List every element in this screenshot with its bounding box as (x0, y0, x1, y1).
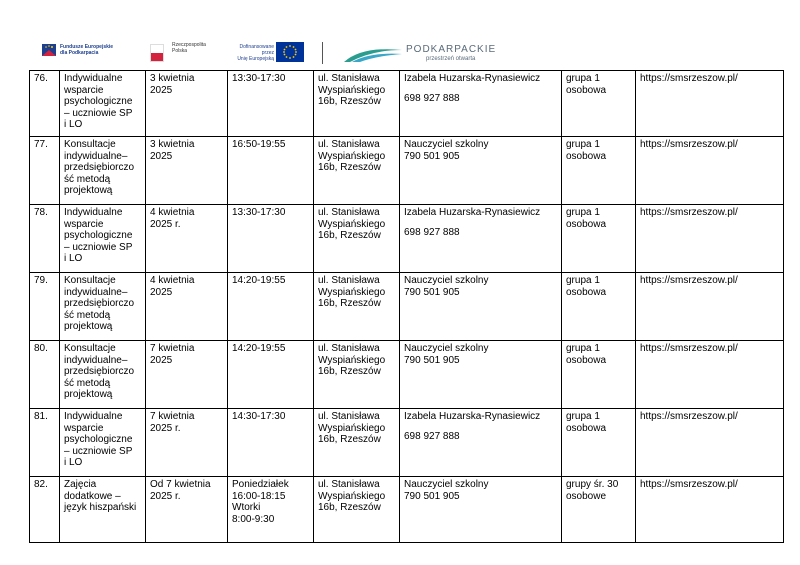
date-cell (146, 341, 228, 409)
fundusze-europejskie-logo-icon (40, 42, 58, 58)
row-number-cell (30, 205, 60, 273)
row-number-cell (30, 137, 60, 205)
region-slogan: przestrzeń otwarta (426, 56, 476, 62)
person-phone: 698 927 888 (404, 92, 460, 104)
place-cell (314, 409, 400, 477)
link-cell (636, 341, 784, 409)
time: Poniedziałek 16:00-18:15 Wtorki 8:00-9:30 (232, 479, 289, 525)
group-size: grupa 1 osobowa (566, 343, 607, 366)
person-name: Nauczyciel szkolny (404, 275, 489, 286)
activity-name-cell (60, 205, 146, 273)
time: 13:30-17:30 (232, 73, 286, 84)
place: ul. Stanisława Wyspiańskiego 16b, Rzeszów (318, 139, 386, 173)
place-cell (314, 137, 400, 205)
person-cell (400, 341, 562, 409)
person-name: Nauczyciel szkolny (404, 343, 489, 354)
eu-flag-icon (276, 42, 304, 62)
region-name: PODKARPACKIE (406, 44, 497, 55)
group-size: grupa 1 osobowa (566, 207, 607, 230)
table-row (30, 409, 784, 477)
time-cell (228, 477, 314, 543)
website-link[interactable]: https://smsrzeszow.pl/ (640, 411, 738, 422)
time: 14:30-17:30 (232, 411, 286, 422)
row-number: 82. (34, 479, 48, 490)
time: 13:30-17:30 (232, 207, 286, 218)
person-name: Nauczyciel szkolny (404, 479, 489, 490)
rzeczpospolita-polska-text: Rzeczpospolita Polska (172, 42, 206, 54)
logo-divider (322, 42, 323, 64)
date: Od 7 kwietnia 2025 r. (150, 479, 211, 502)
activity-name: Zajęcia dodatkowe – język hiszpański (64, 479, 137, 513)
date-cell (146, 137, 228, 205)
group-cell (562, 137, 636, 205)
website-link[interactable]: https://smsrzeszow.pl/ (640, 479, 738, 490)
poland-flag-icon (150, 44, 164, 62)
place: ul. Stanisława Wyspiańskiego 16b, Rzeszów (318, 73, 386, 107)
activity-name-cell (60, 71, 146, 137)
group-cell (562, 273, 636, 341)
website-link[interactable]: https://smsrzeszow.pl/ (640, 73, 738, 84)
link-cell (636, 273, 784, 341)
group-cell (562, 409, 636, 477)
table-row (30, 477, 784, 543)
table-row (30, 137, 784, 205)
activity-name: Konsultacje indywidualne– przedsiębiorczo ść metodą projektową (64, 275, 135, 332)
website-link[interactable]: https://smsrzeszow.pl/ (640, 207, 738, 218)
person-cell (400, 409, 562, 477)
date-cell (146, 205, 228, 273)
person-name: Izabela Huzarska-Rynasiewicz (404, 411, 541, 422)
activity-name-cell (60, 273, 146, 341)
date: 3 kwietnia 2025 (150, 139, 195, 162)
date-cell (146, 273, 228, 341)
time-cell (228, 71, 314, 137)
table-row (30, 341, 784, 409)
activity-name: Indywidualne wsparcie psychologiczne – uczniowie SP i LO (64, 207, 133, 264)
person-cell (400, 273, 562, 341)
place: ul. Stanisława Wyspiańskiego 16b, Rzeszów (318, 343, 386, 377)
activity-name: Indywidualne wsparcie psychologiczne – uczniowie SP i LO (64, 411, 133, 468)
group-cell (562, 341, 636, 409)
group-cell (562, 71, 636, 137)
activity-name: Konsultacje indywidualne– przedsiębiorczo ść metodą projektową (64, 139, 135, 196)
group-size: grupa 1 osobowa (566, 73, 607, 96)
date-cell (146, 409, 228, 477)
person-cell (400, 205, 562, 273)
row-number-cell (30, 273, 60, 341)
person-name: Izabela Huzarska-Rynasiewicz (404, 207, 541, 218)
schedule-table (29, 70, 784, 543)
group-cell (562, 477, 636, 543)
date-cell (146, 477, 228, 543)
table-row (30, 273, 784, 341)
date: 4 kwietnia 2025 (150, 275, 195, 298)
place: ul. Stanisława Wyspiańskiego 16b, Rzeszów (318, 479, 386, 513)
person-name: Nauczyciel szkolny (404, 139, 489, 150)
row-number-cell (30, 71, 60, 137)
row-number: 77. (34, 139, 48, 150)
row-number: 81. (34, 411, 48, 422)
date: 3 kwietnia 2025 (150, 73, 195, 96)
group-cell (562, 205, 636, 273)
place: ul. Stanisława Wyspiańskiego 16b, Rzeszów (318, 207, 386, 241)
place-cell (314, 273, 400, 341)
place-cell (314, 205, 400, 273)
time: 14:20-19:55 (232, 275, 286, 286)
person-phone: 790 501 905 (404, 490, 460, 502)
place: ul. Stanisława Wyspiańskiego 16b, Rzeszów (318, 275, 386, 309)
activity-name-cell (60, 137, 146, 205)
person-cell (400, 71, 562, 137)
person-name: Izabela Huzarska-Rynasiewicz (404, 73, 541, 84)
person-phone: 698 927 888 (404, 430, 460, 442)
activity-name-cell (60, 341, 146, 409)
place: ul. Stanisława Wyspiańskiego 16b, Rzeszów (318, 411, 386, 445)
date: 7 kwietnia 2025 r. (150, 411, 195, 434)
group-size: grupy śr. 30 osobowe (566, 479, 619, 502)
person-cell (400, 477, 562, 543)
time-cell (228, 273, 314, 341)
row-number-cell (30, 477, 60, 543)
person-phone: 790 501 905 (404, 150, 460, 162)
date: 7 kwietnia 2025 (150, 343, 195, 366)
time: 16:50-19:55 (232, 139, 286, 150)
activity-name-cell (60, 409, 146, 477)
link-cell (636, 71, 784, 137)
link-cell (636, 477, 784, 543)
link-cell (636, 137, 784, 205)
row-number: 78. (34, 207, 48, 218)
person-phone: 698 927 888 (404, 226, 460, 238)
time: 14:20-19:55 (232, 343, 286, 354)
group-size: grupa 1 osobowa (566, 411, 607, 434)
link-cell (636, 205, 784, 273)
activity-name: Indywidualne wsparcie psychologiczne – uczniowie SP i LO (64, 73, 133, 130)
row-number-cell (30, 341, 60, 409)
logo-bar (0, 0, 800, 72)
date-cell (146, 71, 228, 137)
person-phone: 790 501 905 (404, 286, 460, 298)
website-link[interactable]: https://smsrzeszow.pl/ (640, 139, 738, 150)
podkarpackie-logo-icon (342, 42, 404, 64)
place-cell (314, 477, 400, 543)
activity-name-cell (60, 477, 146, 543)
group-size: grupa 1 osobowa (566, 275, 607, 298)
table-row (30, 71, 784, 137)
table-row (30, 205, 784, 273)
row-number-cell (30, 409, 60, 477)
fundusze-europejskie-text: Fundusze Europejskie dla Podkarpacia (60, 44, 114, 56)
link-cell (636, 409, 784, 477)
row-number: 79. (34, 275, 48, 286)
person-phone: 790 501 905 (404, 354, 460, 366)
date: 4 kwietnia 2025 r. (150, 207, 195, 230)
group-size: grupa 1 osobowa (566, 139, 607, 162)
row-number: 80. (34, 343, 48, 354)
website-link[interactable]: https://smsrzeszow.pl/ (640, 343, 738, 354)
eu-funding-text: Dofinansowane przez Unię Europejską (237, 44, 274, 62)
time-cell (228, 409, 314, 477)
time-cell (228, 341, 314, 409)
activity-name: Konsultacje indywidualne– przedsiębiorczo ść metodą projektową (64, 343, 135, 400)
time-cell (228, 205, 314, 273)
person-cell (400, 137, 562, 205)
website-link[interactable]: https://smsrzeszow.pl/ (640, 275, 738, 286)
row-number: 76. (34, 73, 48, 84)
place-cell (314, 341, 400, 409)
place-cell (314, 71, 400, 137)
time-cell (228, 137, 314, 205)
